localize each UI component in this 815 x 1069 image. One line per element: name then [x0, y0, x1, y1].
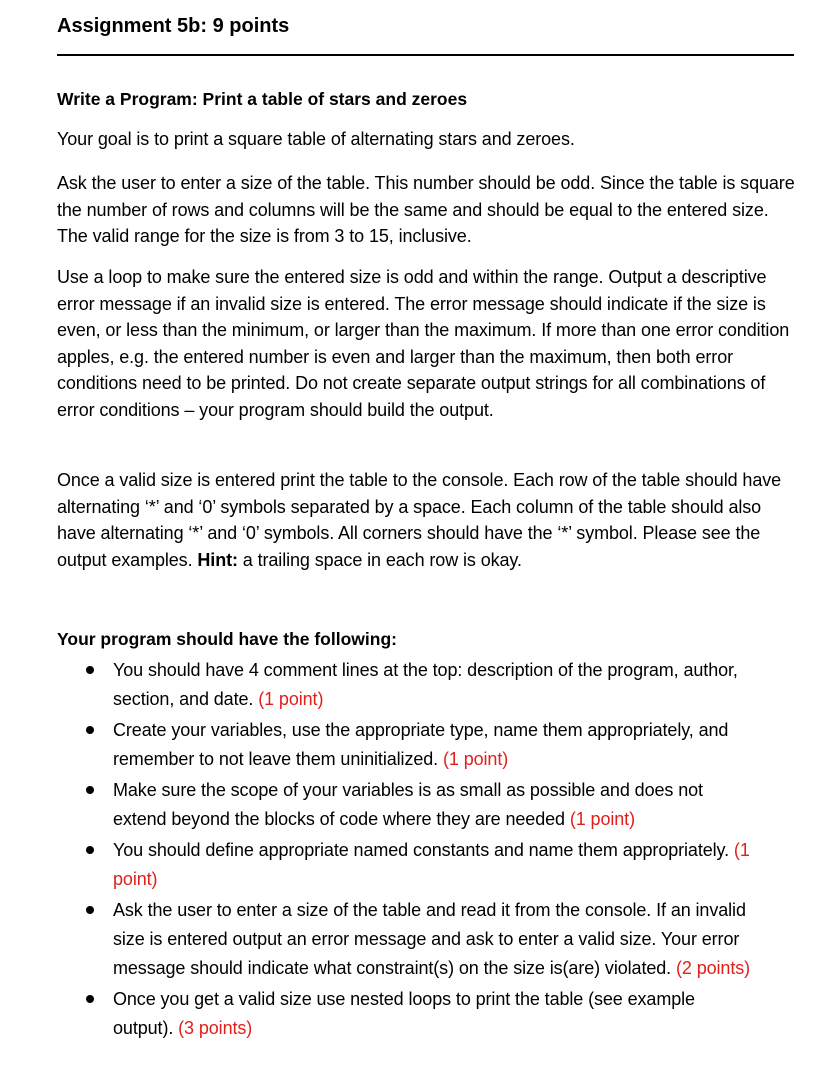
requirement-text: You should define appropriate named constants and name them appropriately.	[113, 840, 734, 860]
assignment-title: Assignment 5b: 9 points	[57, 15, 290, 37]
paragraph-output	[57, 467, 797, 573]
bullet-icon	[86, 846, 94, 854]
list-item	[57, 836, 757, 894]
bullet-icon	[86, 666, 94, 674]
requirement-points: (1 point)	[113, 840, 750, 889]
list-item	[57, 896, 757, 983]
bullet-icon	[86, 906, 94, 914]
requirement-points: (1 point)	[442, 749, 509, 769]
bullet-icon	[86, 786, 94, 794]
paragraph-validation: Use a loop to make sure the entered size is odd and within the range. Output a descriptive error message if an invalid size is entered. The error message should indicate if the size is even, or less than the minimum, or larger than the maximum. If more than one error condition apples, e.g. the entered number is even and larger than the maximum, then both error conditions need to be printed. Do not create separate output strings for all combinations of error conditions – your program should build the output.	[57, 267, 790, 420]
requirement-text: Ask the user to enter a size of the table and read it from the console. If an invalid size is entered output an error message and ask to enter a valid size. Your error message should indicate what constraint(s) on the size is(are) violated.	[113, 900, 746, 978]
requirement-text: You should have 4 comment lines at the top: description of the program, author, section, and date.	[113, 660, 738, 709]
requirement-points: (2 points)	[675, 958, 751, 978]
hint-label: Hint:	[197, 549, 238, 570]
list-item	[57, 656, 757, 714]
requirement-text: Once you get a valid size use nested loops to print the table (see example output).	[113, 989, 695, 1038]
requirement-points: (3 points)	[178, 1018, 253, 1038]
list-item	[57, 776, 757, 834]
requirements-heading: Your program should have the following:	[57, 629, 397, 649]
paragraph-size: Ask the user to enter a size of the table. This number should be odd. Since the table is square the number of rows and columns will be the same and should be equal to the entered size. The valid range for the size is from 3 to 15, inclusive.	[57, 173, 795, 246]
hint-text: a trailing space in each row is okay.	[237, 549, 522, 570]
section-heading: Write a Program: Print a table of stars and zeroes	[57, 89, 468, 109]
output-text: Once a valid size is entered print the table to the console. Each row of the table should have alternating ‘*’ and ‘0’ symbols separated by a space. Each column of the table should also have alternating ‘*’ and ‘0’ symbols. All corners should have the ‘*’ symbol. Please see the output examples.	[57, 470, 782, 570]
requirement-points: (1 point)	[569, 809, 635, 829]
requirement-points: (1 point)	[258, 689, 324, 709]
paragraph-goal: Your goal is to print a square table of alternating stars and zeroes.	[57, 129, 575, 149]
requirement-text: Make sure the scope of your variables is as small as possible and does not extend beyond the blocks of code where they are needed	[113, 780, 703, 829]
requirement-text: Create your variables, use the appropriate type, name them appropriately, and remember to not leave them uninitialized.	[113, 720, 729, 769]
title-divider	[57, 54, 794, 56]
list-item	[57, 985, 757, 1043]
bullet-icon	[86, 726, 94, 734]
list-item	[57, 716, 757, 774]
requirements-list	[57, 656, 757, 1045]
bullet-icon	[86, 995, 94, 1003]
